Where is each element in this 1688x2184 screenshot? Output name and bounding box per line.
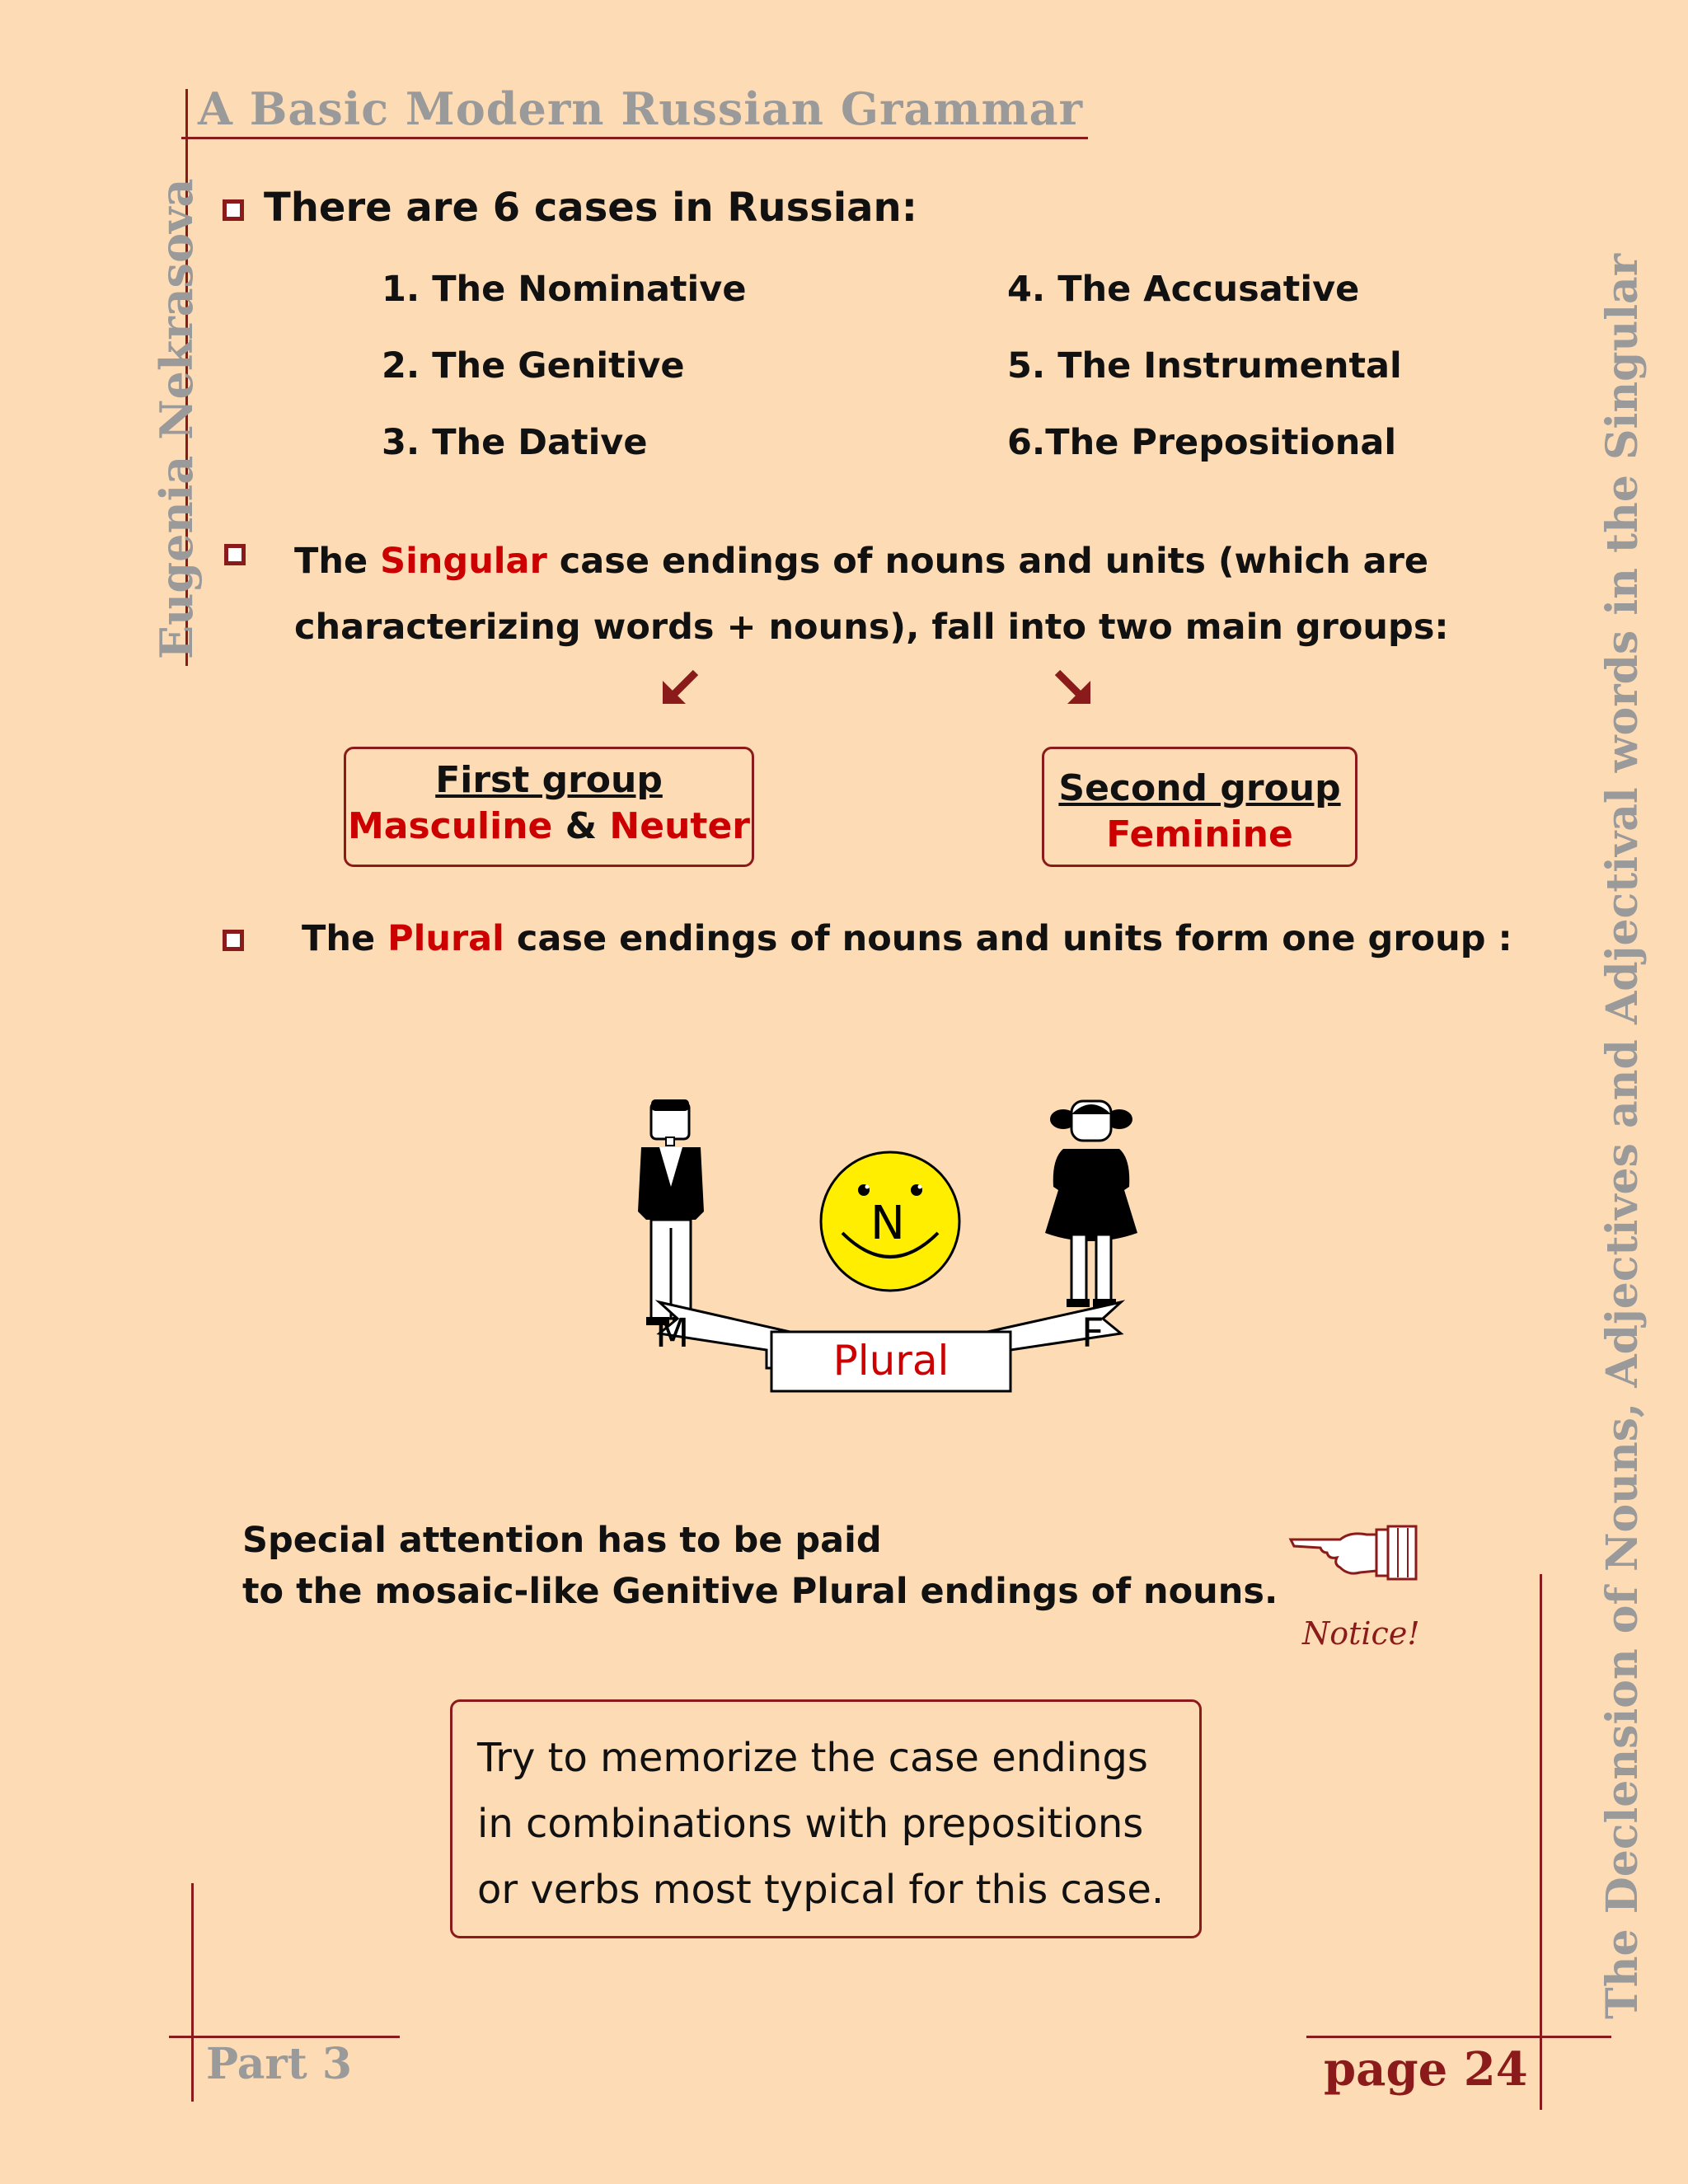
memo-line: in combinations with prepositions <box>477 1801 1144 1847</box>
chapter-title: The Declension of Nouns, Adjectives and Adjectival words in the Singular <box>1597 253 1648 2019</box>
neuter-letter: N <box>870 1197 905 1250</box>
arrow-down-left-icon <box>659 669 701 707</box>
right-footer-rule <box>1306 2036 1611 2038</box>
attention-line2: to the mosaic-like Genitive Plural endings of nouns. <box>242 1571 1278 1612</box>
bullet-icon <box>224 544 246 565</box>
bullet-icon <box>223 199 244 221</box>
plural-line: The Plural case endings of nouns and units form one group : <box>302 918 1512 959</box>
part-label: Part 3 <box>206 2039 353 2089</box>
girl-icon <box>1045 1101 1137 1307</box>
second-group-box <box>1042 747 1357 867</box>
banner-text: Plural <box>832 1337 950 1385</box>
right-rule <box>1540 1574 1542 2110</box>
page-number: page 24 <box>1324 2042 1528 2097</box>
notice-label: Notice! <box>1302 1615 1420 1652</box>
first-group-box: First group Masculine & Neuter <box>344 747 754 867</box>
feminine-label: Feminine <box>1106 813 1293 855</box>
case-item: 4. The Accusative <box>1007 269 1360 310</box>
author-name: Eugenia Nekrasova <box>150 178 203 659</box>
second-group-title: Second group <box>1058 767 1341 809</box>
case-item: 2. The Genitive <box>382 345 685 387</box>
bullet-icon <box>223 930 244 951</box>
case-item: 6.The Prepositional <box>1007 422 1397 463</box>
singular-line2: characterizing words + nouns), fall into two main groups: <box>294 607 1449 648</box>
neuter-label: Neuter <box>609 805 750 847</box>
memo-box <box>450 1699 1202 1938</box>
singular-line1: The Singular case endings of nouns and units (which are <box>294 541 1429 582</box>
cases-heading: There are 6 cases in Russian: <box>264 185 917 231</box>
singular-highlight: Singular <box>380 541 547 582</box>
first-group-title: First group <box>435 759 663 801</box>
arrow-down-right-icon <box>1053 669 1094 707</box>
memo-line: Try to memorize the case endings <box>477 1735 1148 1781</box>
case-item: 1. The Nominative <box>382 269 747 310</box>
case-item: 3. The Dative <box>382 422 648 463</box>
header-rule <box>181 137 1088 139</box>
left-footer-vrule <box>191 1883 194 2102</box>
memo-line: or verbs most typical for this case. <box>477 1867 1165 1913</box>
masculine-label: Masculine <box>347 805 553 847</box>
pointing-hand-icon <box>1287 1523 1419 1582</box>
attention-line1: Special attention has to be paid <box>242 1520 882 1561</box>
case-item: 5. The Instrumental <box>1007 345 1402 387</box>
book-title: A Basic Modern Russian Grammar <box>198 82 1084 135</box>
boy-icon <box>638 1099 704 1325</box>
left-footer-rule <box>169 2036 400 2038</box>
male-label: M <box>655 1310 690 1357</box>
plural-highlight: Plural <box>387 918 504 959</box>
female-label: F <box>1081 1310 1104 1357</box>
